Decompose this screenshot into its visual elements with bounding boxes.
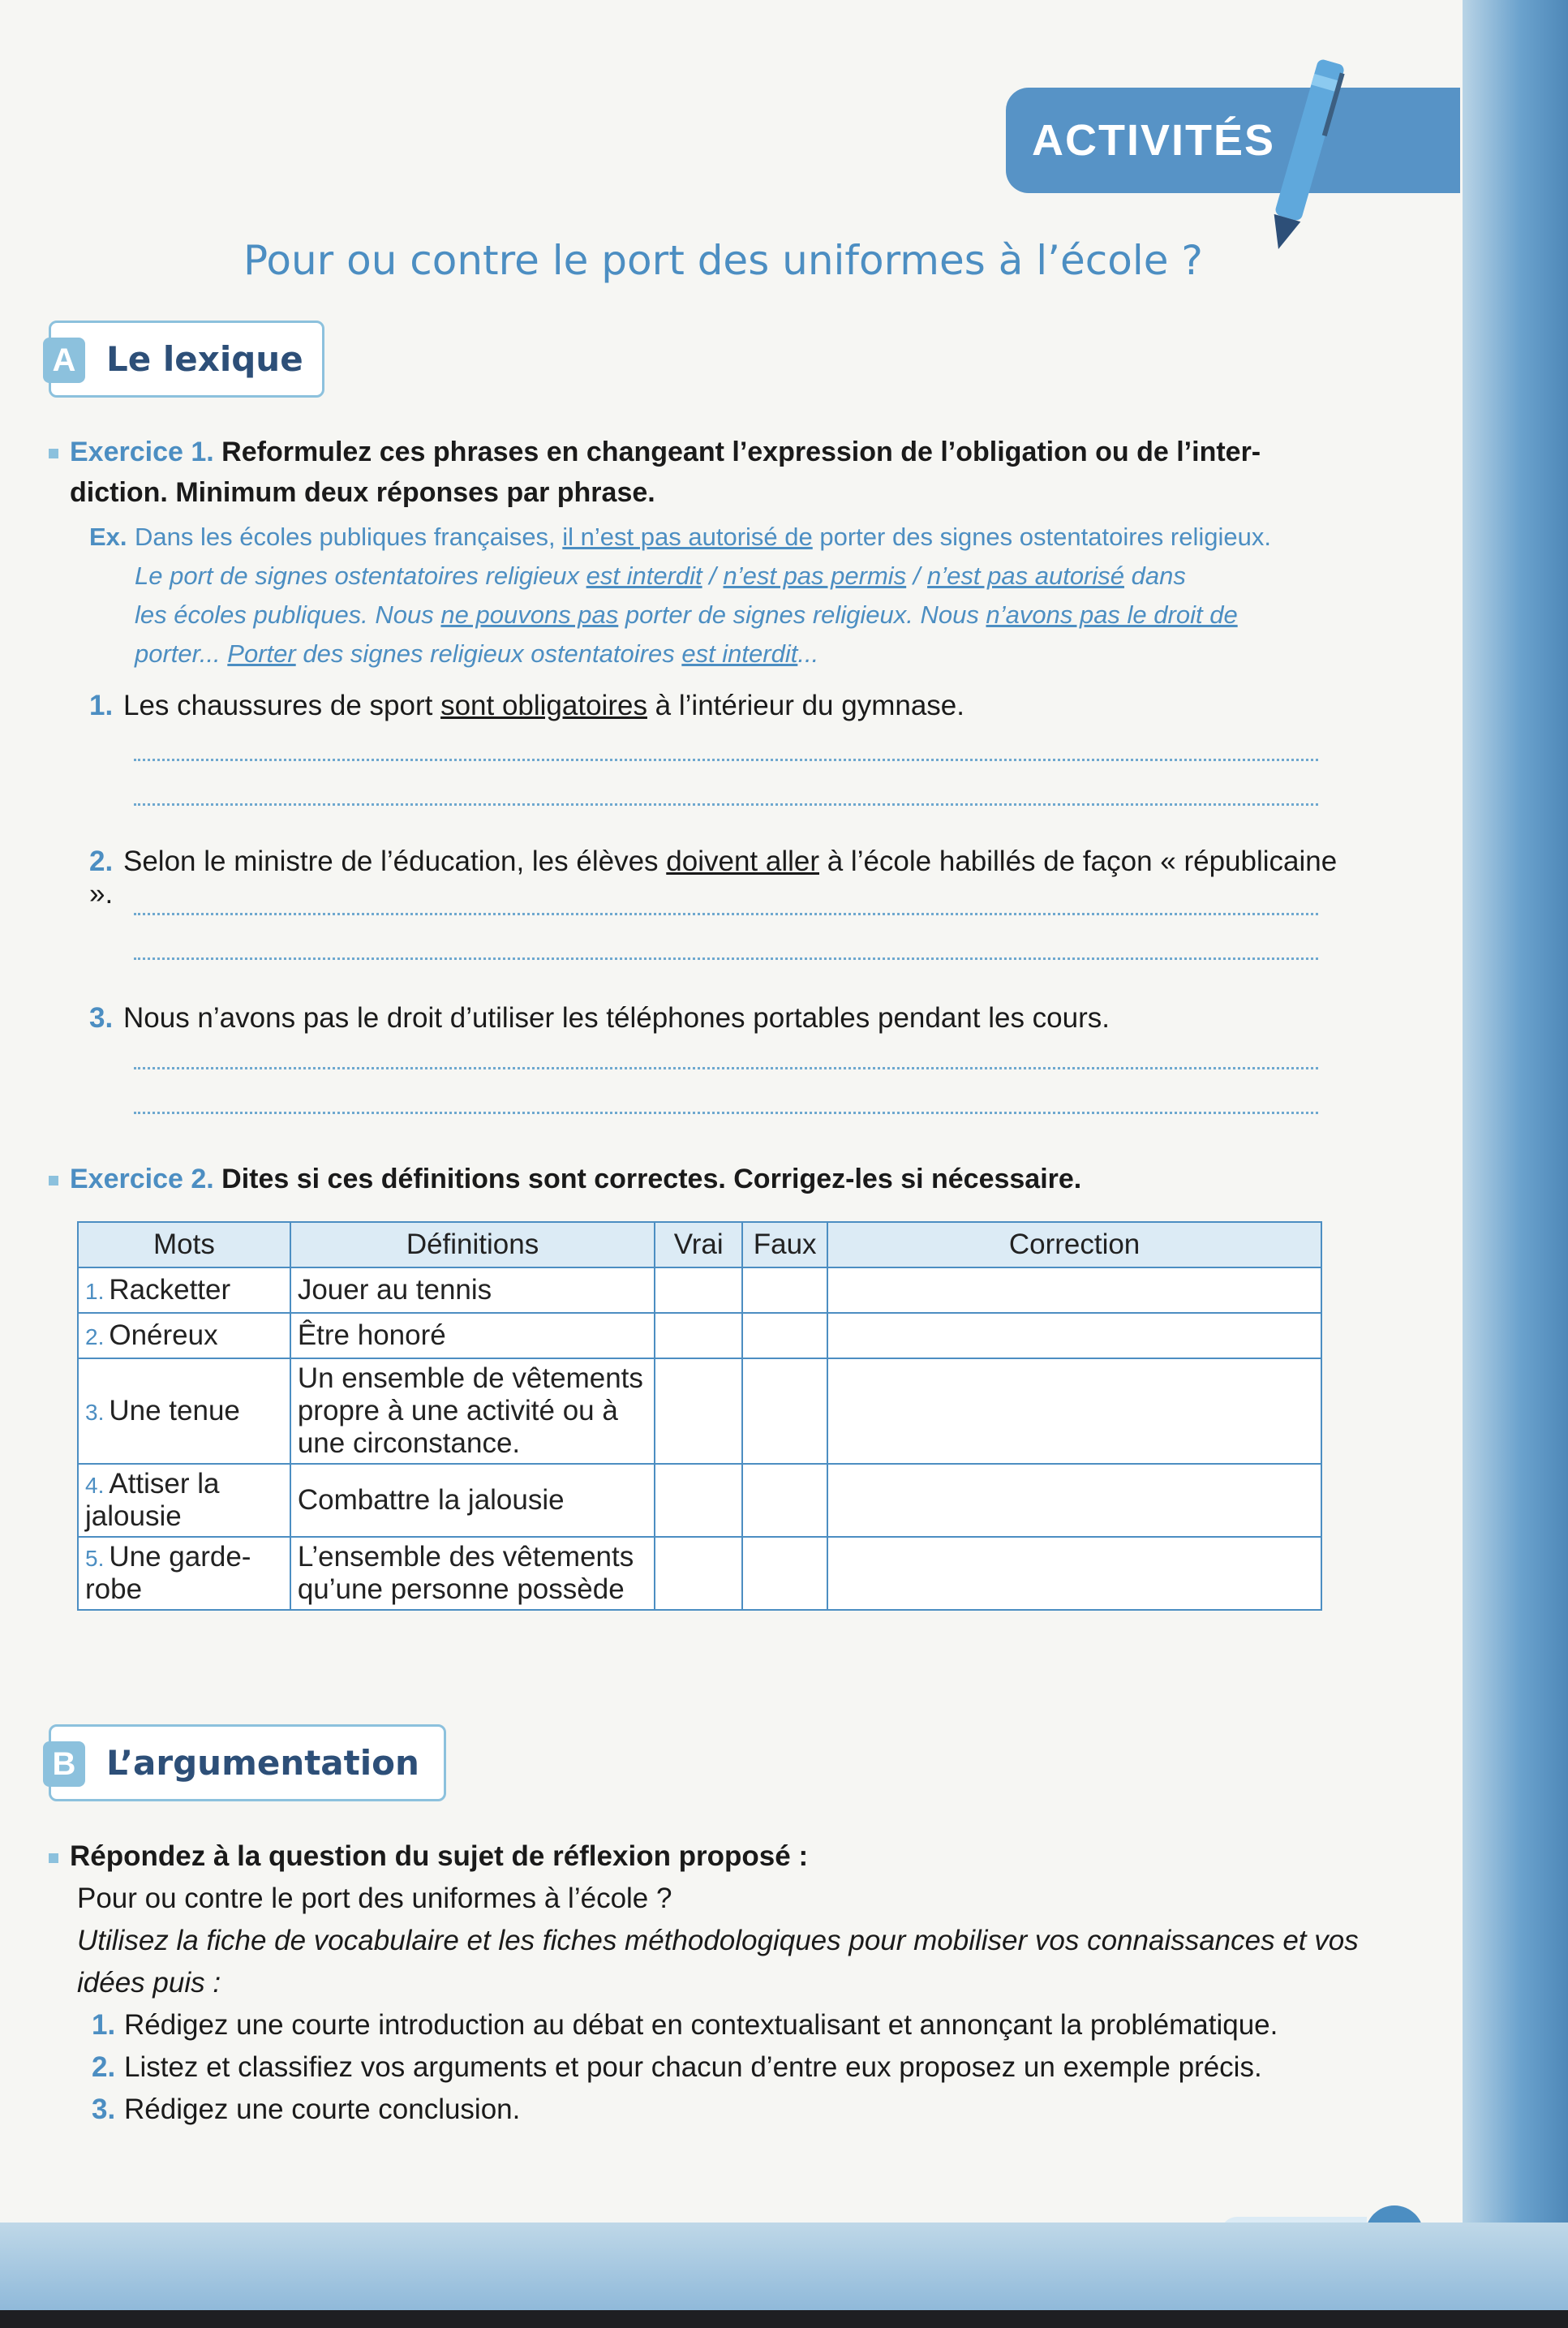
column-header: Faux: [742, 1222, 827, 1267]
example-text: porter...: [135, 639, 228, 668]
mot-text: Une tenue: [109, 1395, 240, 1426]
mot-cell: [78, 1537, 290, 1610]
mot-cell: [78, 1267, 290, 1313]
section-a-header: [49, 321, 324, 398]
exercise-2-label: Exercice 2.: [70, 1164, 214, 1194]
definition-cell: Être honoré: [290, 1313, 655, 1358]
answer-line[interactable]: [134, 957, 1318, 960]
table-row: [78, 1464, 1321, 1537]
item-text: Selon le ministre de l’éducation, les élèves: [123, 846, 667, 877]
example-underlined: ne pouvons pas: [440, 600, 619, 629]
step-item: [77, 2004, 1359, 2046]
vrai-cell[interactable]: [655, 1464, 742, 1537]
row-number: 5.: [85, 1546, 105, 1571]
correction-cell[interactable]: [827, 1537, 1321, 1610]
item-text: à l’intérieur du gymnase.: [647, 690, 964, 721]
example-underlined: il n’est pas autorisé de: [562, 523, 813, 551]
item-text: Nous n’avons pas le droit d’utiliser les téléphones portables pendant les cours.: [123, 1002, 1110, 1034]
page-edge-bottom: [0, 2223, 1568, 2328]
definition-cell: Un ensemble de vêtements propre à une activité ou à une circonstance.: [290, 1358, 655, 1464]
mot-cell: [78, 1313, 290, 1358]
correction-cell[interactable]: [827, 1358, 1321, 1464]
section-b-header: [49, 1724, 446, 1801]
exercise-1-item-2: [89, 846, 1347, 910]
column-header: Vrai: [655, 1222, 742, 1267]
exercise-1-label: Exercice 1.: [70, 437, 214, 467]
exercise-1-example: [89, 518, 1330, 673]
page-edge-right: [1463, 0, 1568, 2328]
example-text: Le port de signes ostentatoires religieux: [135, 562, 586, 590]
example-underlined: Porter: [227, 639, 296, 668]
example-line-3: [89, 596, 1330, 635]
vrai-cell[interactable]: [655, 1537, 742, 1610]
faux-cell[interactable]: [742, 1267, 827, 1313]
page-title: Pour ou contre le port des uniformes à l’école ?: [243, 237, 1203, 284]
mot-text: Une garde-robe: [85, 1541, 251, 1605]
step-item: [77, 2046, 1359, 2089]
exercise-1-item-1: [89, 690, 1347, 722]
mot-text: Onéreux: [109, 1319, 218, 1351]
table-header-row: [78, 1222, 1321, 1267]
mot-cell: [78, 1464, 290, 1537]
exercise-1-instruction: Reformulez ces phrases en changeant l’expression de l’obligation ou de l’inter-: [221, 437, 1261, 467]
example-underlined: n’est pas autorisé: [927, 562, 1125, 590]
column-header: Correction: [827, 1222, 1321, 1267]
correction-cell[interactable]: [827, 1267, 1321, 1313]
step-text: Rédigez une courte introduction au débat en contextualisant et annonçant la problématique.: [124, 2009, 1278, 2041]
section-b-title: L’argumentation: [106, 1743, 419, 1783]
table-row: [78, 1313, 1321, 1358]
example-text: porter des signes ostentatoires religieux.: [812, 523, 1271, 551]
example-text: /: [906, 562, 928, 590]
faux-cell[interactable]: [742, 1358, 827, 1464]
exercise-2-heading: [49, 1159, 1330, 1199]
bullet-icon: [49, 449, 58, 458]
definition-cell: Combattre la jalousie: [290, 1464, 655, 1537]
row-number: 1.: [85, 1279, 105, 1304]
section-a-letter: A: [43, 338, 85, 383]
correction-cell[interactable]: [827, 1313, 1321, 1358]
correction-cell[interactable]: [827, 1464, 1321, 1537]
example-text: ...: [797, 639, 819, 668]
faux-cell[interactable]: [742, 1537, 827, 1610]
step-number: 3.: [92, 2093, 116, 2125]
vrai-cell[interactable]: [655, 1267, 742, 1313]
example-text: dans: [1124, 562, 1186, 590]
example-underlined: n’avons pas le droit de: [986, 600, 1238, 629]
step-text: Rédigez une courte conclusion.: [124, 2093, 521, 2125]
step-item: [77, 2089, 1359, 2131]
definitions-table: [77, 1221, 1322, 1611]
step-text: Listez et classifiez vos arguments et pour chacun d’entre eux proposez un exemple précis.: [124, 2051, 1262, 2083]
example-text: porter de signes religieux. Nous: [618, 600, 986, 629]
example-underlined: n’est pas permis: [723, 562, 907, 590]
example-text: /: [702, 562, 724, 590]
banner-label: ACTIVITÉS: [1032, 116, 1276, 165]
answer-line[interactable]: [134, 759, 1318, 761]
argumentation-block: [70, 1835, 1359, 2131]
example-line-2: [89, 557, 1330, 596]
row-number: 3.: [85, 1400, 105, 1425]
row-number: 2.: [85, 1324, 105, 1349]
column-header: Mots: [78, 1222, 290, 1267]
table-row: [78, 1267, 1321, 1313]
row-number: 4.: [85, 1473, 105, 1498]
item-number: 2.: [89, 846, 114, 877]
example-text: les écoles publiques. Nous: [135, 600, 441, 629]
definition-cell: L’ensemble des vêtements qu’une personne possède: [290, 1537, 655, 1610]
table-row: [78, 1358, 1321, 1464]
exercise-1-instruction-2: diction. Minimum deux réponses par phrase.: [70, 477, 655, 508]
section-b-letter: B: [43, 1741, 85, 1787]
faux-cell[interactable]: [742, 1464, 827, 1537]
faux-cell[interactable]: [742, 1313, 827, 1358]
answer-line[interactable]: [134, 1067, 1318, 1069]
example-line-1: [89, 518, 1330, 557]
vrai-cell[interactable]: [655, 1358, 742, 1464]
example-underlined: est interdit: [681, 639, 798, 668]
mot-text: Attiser la jalousie: [85, 1468, 220, 1532]
item-underlined: doivent aller: [666, 846, 819, 877]
argumentation-question-label: [49, 1835, 1359, 1878]
answer-line[interactable]: [134, 803, 1318, 806]
exercise-1-item-3: [89, 1002, 1347, 1035]
section-a-title: Le lexique: [106, 339, 303, 379]
exercise-2-instruction: Dites si ces définitions sont correctes. Corrigez-les si nécessaire.: [221, 1164, 1082, 1194]
mot-text: Racketter: [109, 1274, 231, 1306]
example-prefix: Ex.: [89, 523, 127, 551]
bullet-icon: [49, 1853, 58, 1863]
example-text: des signes religieux ostentatoires: [295, 639, 682, 668]
bullet-icon: [49, 1176, 58, 1186]
item-underlined: sont obligatoires: [440, 690, 647, 721]
answer-line[interactable]: [134, 913, 1318, 915]
argumentation-question: Pour ou contre le port des uniformes à l’école ?: [77, 1883, 672, 1914]
activites-banner: [1006, 88, 1460, 193]
exercise-1-heading: [49, 432, 1330, 513]
item-text: à l’école habillés de façon « républicaine ».: [89, 846, 1338, 910]
vrai-cell[interactable]: [655, 1313, 742, 1358]
item-number: 3.: [89, 1002, 114, 1034]
question-label: Répondez à la question du sujet de réflexion proposé :: [70, 1840, 809, 1872]
mot-cell: [78, 1358, 290, 1464]
argumentation-instruction: Utilisez la fiche de vocabulaire et les fiches méthodologiques pour mobiliser vos connaissances et vos idées puis :: [77, 1925, 1359, 1999]
definition-cell: Jouer au tennis: [290, 1267, 655, 1313]
example-line-4: [89, 635, 1330, 673]
answer-line[interactable]: [134, 1112, 1318, 1114]
step-number: 2.: [92, 2051, 116, 2083]
item-number: 1.: [89, 690, 114, 721]
table-row: [78, 1537, 1321, 1610]
column-header: Définitions: [290, 1222, 655, 1267]
item-text: Les chaussures de sport: [123, 690, 441, 721]
example-underlined: est interdit: [586, 562, 702, 590]
step-number: 1.: [92, 2009, 116, 2041]
example-text: Dans les écoles publiques françaises,: [135, 523, 563, 551]
